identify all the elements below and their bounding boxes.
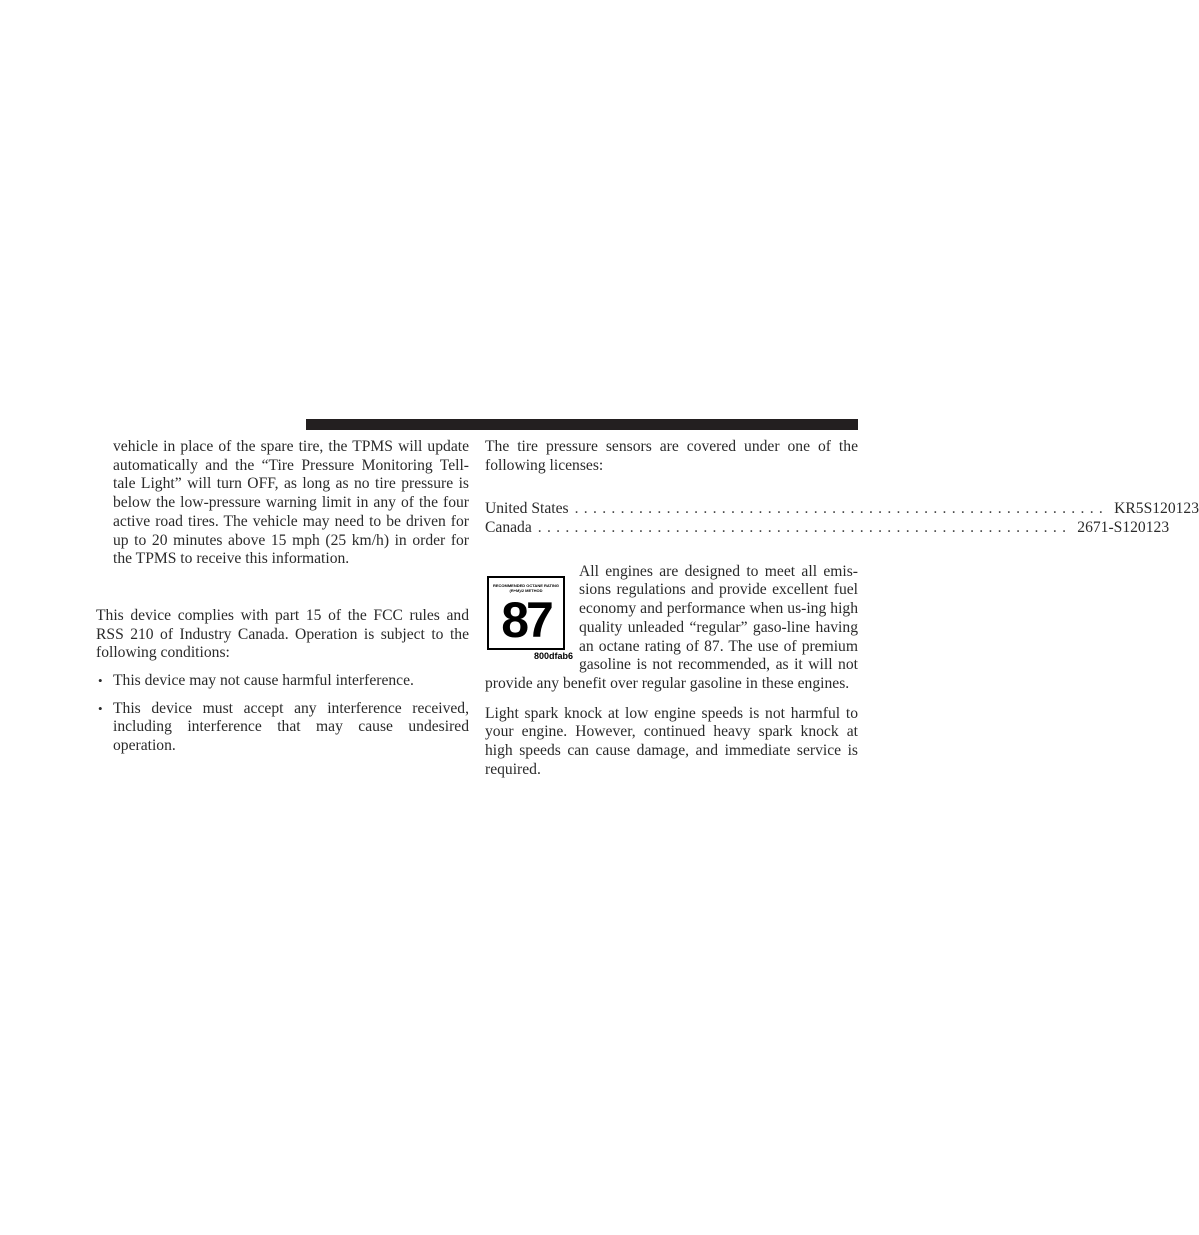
dot-leader: ..........................................................: [537, 519, 1072, 537]
right-column: [485, 438, 1199, 780]
license-row-canada: [485, 519, 1170, 538]
licenses-intro-paragraph: The tire pressure sensors are covered under one of the following licenses:: [485, 438, 858, 474]
octane-label-heading: RECOMMENDED OCTANE RATING (R+M)/2 METHOD: [492, 582, 560, 593]
license-number: KR5S120123: [1114, 500, 1199, 518]
list-item: • This device must accept any interference received, including interference that may cause undesired operation.: [96, 700, 469, 756]
header-bar: [306, 419, 858, 430]
license-country: United States: [485, 500, 569, 518]
license-country: Canada: [485, 519, 532, 537]
image-code: 800dfab6: [533, 650, 573, 661]
license-row-united-states: [485, 500, 1199, 519]
octane-rating-number: 87: [501, 591, 551, 648]
license-list: [485, 500, 1199, 537]
fuel-paragraph: All engines are designed to meet all emis-sions regulations and provide excellent fuel economy and performance when us-ing high quality unleaded “regular” gaso-line having an octane rating of 87. The use of premium gasoline is not recommended, as it will not provide any benefit over regular gasoline in these engines.: [485, 562, 858, 692]
octane-rating-label-image: [485, 576, 573, 662]
octane-label-box: [487, 576, 565, 650]
left-column: [96, 438, 469, 765]
license-number: 2671-S120123: [1077, 519, 1170, 537]
dot-leader: ..........................................................: [574, 500, 1109, 518]
fuel-requirements-section: [485, 563, 858, 780]
list-item: • This device may not cause harmful interference.: [96, 672, 469, 691]
tpms-continued-paragraph: vehicle in place of the spare tire, the TPMS will update automatically and the “Tire Pressure Monitoring Tell-tale Light” will turn OFF, as long as no tire pressure is below the low-pressure warning limit in any of the four active road tires. The vehicle may need to be driven for up to 20 minutes above 15 mph (25 km/h) in order for the TPMS to receive this information.: [113, 438, 469, 568]
fcc-intro-paragraph: This device complies with part 15 of the FCC rules and RSS 210 of Industry Canada. Operation is subject to the following conditions:: [96, 606, 469, 662]
fcc-conditions-list: [96, 672, 469, 756]
spark-knock-paragraph: Light spark knock at low engine speeds is not harmful to your engine. However, continued heavy spark knock at high speeds can cause damage, and immediate service is required.: [485, 704, 858, 778]
